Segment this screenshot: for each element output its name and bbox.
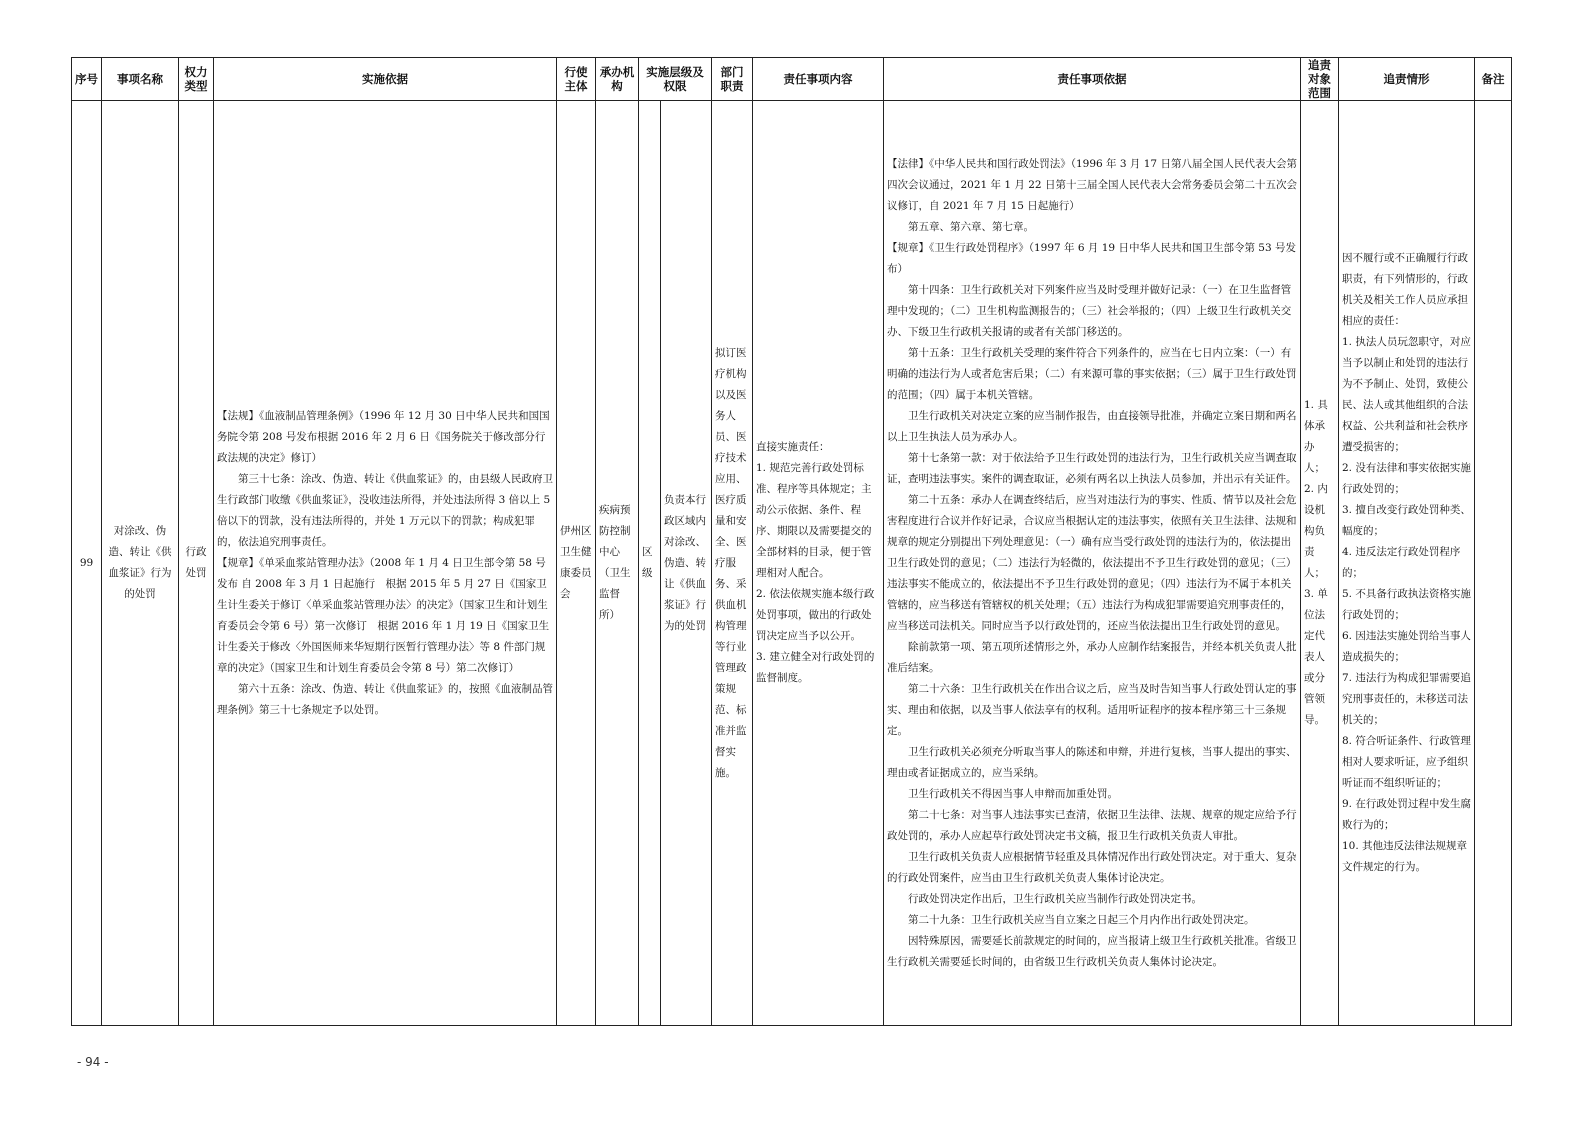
header-org: 承办机构 <box>596 58 639 101</box>
cell-level-detail: 负责本行政区域内对涂改、伪造、转让《供血浆证》行为的处罚 <box>661 101 712 1026</box>
situation-paragraph: 8. 符合听证条件、行政管理相对人要求听证，应予组织听证而不组织听证的； <box>1342 735 1471 789</box>
situation-paragraph: 7. 违法行为构成犯罪需要追究刑事责任的，未移送司法机关的； <box>1342 672 1471 726</box>
header-duty: 部门职责 <box>712 58 753 101</box>
resp-basis-paragraph: 第二十七条：对当事人违法事实已查清，依据卫生法律、法规、规章的规定应给予行政处罚的，承办人应起草行政处罚决定书文稿，报卫生行政机关负责人审批。 <box>887 808 1297 842</box>
resp-basis-paragraph: 卫生行政机关不得因当事人申辩而加重处罚。 <box>908 787 1118 800</box>
resp-basis-paragraph: 第五章、第六章、第七章。 <box>908 220 1034 233</box>
situation-paragraph: 5. 不具备行政执法资格实施行政处罚的； <box>1342 588 1471 621</box>
cell-subject: 伊州区卫生健康委员会 <box>557 101 596 1026</box>
situation-paragraph: 3. 擅自改变行政处罚种类、幅度的； <box>1342 504 1471 537</box>
resp-basis-paragraph: 行政处罚决定作出后，卫生行政机关应当制作行政处罚决定书。 <box>908 892 1202 905</box>
cell-type: 行政处罚 <box>179 101 214 1026</box>
resp-paragraph: 3. 建立健全对行政处罚的监督制度。 <box>756 651 875 684</box>
cell-seq: 99 <box>72 101 102 1026</box>
resp-basis-paragraph: 卫生行政机关对决定立案的应当制作报告，由直接领导批准，并确定立案日期和两名以上卫生执法人员为承办人。 <box>887 409 1297 443</box>
cell-name: 对涂改、伪造、转让《供血浆证》行为的处罚 <box>102 101 179 1026</box>
cell-level: 区级 <box>639 101 661 1026</box>
situation-paragraph: 6. 因违法实施处罚给当事人造成损失的； <box>1342 630 1471 663</box>
basis-paragraph: 第三十七条：涂改、伪造、转让《供血浆证》的，由县级人民政府卫生行政部门收缴《供血浆证》，没收违法所得，并处违法所得 3 倍以上 5 倍以下的罚款，没有违法所得的，并处 1 万元以下的罚款；构成犯罪的，依法追究刑事责任。 <box>217 472 553 548</box>
table-row <box>72 101 1512 1026</box>
cell-org: 疾病预防控制中心（卫生监督所） <box>596 101 639 1026</box>
basis-paragraph: 第六十五条：涂改、伪造、转让《供血浆证》的，按照《血液制品管理条例》第三十七条规定予以处罚。 <box>217 682 553 716</box>
resp-basis-paragraph: 第二十六条：卫生行政机关在作出合议之后，应当及时告知当事人行政处罚认定的事实、理由和依据，以及当事人依法享有的权利。适用听证程序的按本程序第三十三条规定。 <box>887 682 1297 737</box>
cell-basis <box>214 101 557 1026</box>
header-type: 权力类型 <box>179 58 214 101</box>
header-basis: 实施依据 <box>214 58 557 101</box>
resp-basis-paragraph: 除前款第一项、第五项所述情形之外，承办人应制作结案报告，并经本机关负责人批准后结案。 <box>887 640 1297 674</box>
cell-resp-basis <box>884 101 1301 1026</box>
resp-basis-paragraph: 第二十九条：卫生行政机关应当自立案之日起三个月内作出行政处罚决定。 <box>908 913 1255 926</box>
resp-basis-paragraph: 【规章】《卫生行政处罚程序》（1997 年 6 月 19 日中华人民共和国卫生部令第 53 号发布） <box>887 241 1296 275</box>
header-resp: 责任事项内容 <box>753 58 884 101</box>
situation-paragraph: 因不履行或不正确履行行政职责，有下列情形的，行政机关及相关工作人员应承担相应的责任： <box>1342 252 1468 327</box>
header-note: 备注 <box>1475 58 1512 101</box>
header-seq: 序号 <box>72 58 102 101</box>
resp-basis-paragraph: 【法律】《中华人民共和国行政处罚法》（1996 年 3 月 17 日第八届全国人民代表大会第四次会议通过，2021 年 1 月 22 日第十三届全国人民代表大会常务委员会第二十五次会议修订，自 2021 年 7 月 15 日起施行） <box>887 157 1297 212</box>
header-level: 实施层级及权限 <box>639 58 712 101</box>
resp-basis-paragraph: 第二十五条：承办人在调查终结后，应当对违法行为的事实、性质、情节以及社会危害程度进行合议并作好记录，合议应当根据认定的违法事实，依照有关卫生法律、法规和规章的规定分别提出下列处理意见：（一）确有应当受行政处罚的违法行为的，依法提出卫生行政处罚的意见；（二）违法行为轻微的，依法提出不予卫生行政处罚的意见；（三）违法事实不能成立的，依法提出不予卫生行政处罚的意见；（四）违法行为不属于本机关管辖的，应当移送有管辖权的机关处理；（五）违法行为构成犯罪需要追究刑事责任的，应当移送司法机关。同时应当予以行政处罚的，还应当依法提出卫生行政处罚的意见。 <box>887 493 1297 632</box>
header-name: 事项名称 <box>102 58 179 101</box>
header-situation: 追责情形 <box>1339 58 1475 101</box>
resp-paragraph: 1. 规范完善行政处罚标准、程序等具体规定；主动公示依据、条件、程序、期限以及需要提交的全部材料的目录，便于管理相对人配合。 <box>756 462 872 579</box>
resp-basis-paragraph: 第十七条第一款：对于依法给予卫生行政处罚的违法行为，卫生行政机关应当调查取证，查明违法事实。案件的调查取证，必须有两名以上执法人员参加，并出示有关证件。 <box>887 451 1297 485</box>
header-subject: 行使主体 <box>557 58 596 101</box>
resp-paragraph: 直接实施责任： <box>756 441 830 453</box>
header-scope: 追责对象范围 <box>1301 58 1339 101</box>
page-number: - 94 - <box>77 1055 109 1069</box>
matter-table <box>71 57 1512 1026</box>
resp-paragraph: 2. 依法依规实施本级行政处罚事项，做出的行政处罚决定应当予以公开。 <box>756 588 875 642</box>
cell-resp <box>753 101 884 1026</box>
cell-note <box>1475 101 1512 1026</box>
resp-basis-paragraph: 第十四条：卫生行政机关对下列案件应当及时受理并做好记录：（一）在卫生监督管理中发现的；（二）卫生机构监测报告的；（三）社会举报的；（四）上级卫生行政机关交办、下级卫生行政机关报请的或者有关部门移送的。 <box>887 283 1292 338</box>
basis-paragraph: 【规章】《单采血浆站管理办法》（2008 年 1 月 4 日卫生部令第 58 号发布 自 2008 年 3 月 1 日起施行 根据 2015 年 5 月 27 日《国家卫生计生委关于修订〈单采血浆站管理办法〉的决定》（国家卫生和计划生育委员会令第 6 号）第一次修订 根据 2016 年 1 月 19 日《国家卫生计生委关于修改〈外国医师来华短期行医暂行管理办法〉等 8 件部门规章的决定》（国家卫生和计划生育委员会令第 8 号）第二次修订） <box>217 556 550 674</box>
situation-paragraph: 9. 在行政处罚过程中发生腐败行为的； <box>1342 798 1471 831</box>
cell-situation <box>1339 101 1475 1026</box>
situation-paragraph: 4. 违反法定行政处罚程序的； <box>1342 546 1461 579</box>
resp-basis-paragraph: 第十五条：卫生行政机关受理的案件符合下列条件的，应当在七日内立案：（一）有明确的违法行为人或者危害后果；（二）有来源可靠的事实依据；（三）属于卫生行政处罚的范围；（四）属于本机关管辖。 <box>887 346 1297 401</box>
cell-duty: 拟订医疗机构以及医务人员、医疗技术应用、医疗质量和安全、医疗服务、采供血机构管理等行业管理政策规范、标准并监督实施。 <box>712 101 753 1026</box>
header-resp-basis: 责任事项依据 <box>884 58 1301 101</box>
resp-basis-paragraph: 卫生行政机关负责人应根据情节轻重及具体情况作出行政处罚决定。对于重大、复杂的行政处罚案件，应当由卫生行政机关负责人集体讨论决定。 <box>887 850 1297 884</box>
resp-basis-paragraph: 因特殊原因，需要延长前款规定的时间的，应当报请上级卫生行政机关批准。省级卫生行政机关需要延长时间的，由省级卫生行政机关负责人集体讨论决定。 <box>887 934 1297 968</box>
basis-paragraph: 【法规】《血液制品管理条例》（1996 年 12 月 30 日中华人民共和国国务院令第 208 号发布根据 2016 年 2 月 6 日《国务院关于修改部分行政法规的决定》修订） <box>217 409 550 464</box>
situation-paragraph: 2. 没有法律和事实依据实施行政处罚的； <box>1342 462 1471 495</box>
resp-basis-paragraph: 卫生行政机关必须充分听取当事人的陈述和申辩，并进行复核，当事人提出的事实、理由或者证据成立的，应当采纳。 <box>887 745 1297 779</box>
cell-scope: 1. 具体承办人；2. 内设机构负责人；3. 单位法定代表人或分管领导。 <box>1301 101 1339 1026</box>
situation-paragraph: 10. 其他违反法律法规规章文件规定的行为。 <box>1342 840 1468 873</box>
situation-paragraph: 1. 执法人员玩忽职守，对应当予以制止和处罚的违法行为不予制止、处罚，致使公民、法人或其他组织的合法权益、公共利益和社会秩序遭受损害的； <box>1342 336 1471 453</box>
header-row <box>72 58 1512 101</box>
